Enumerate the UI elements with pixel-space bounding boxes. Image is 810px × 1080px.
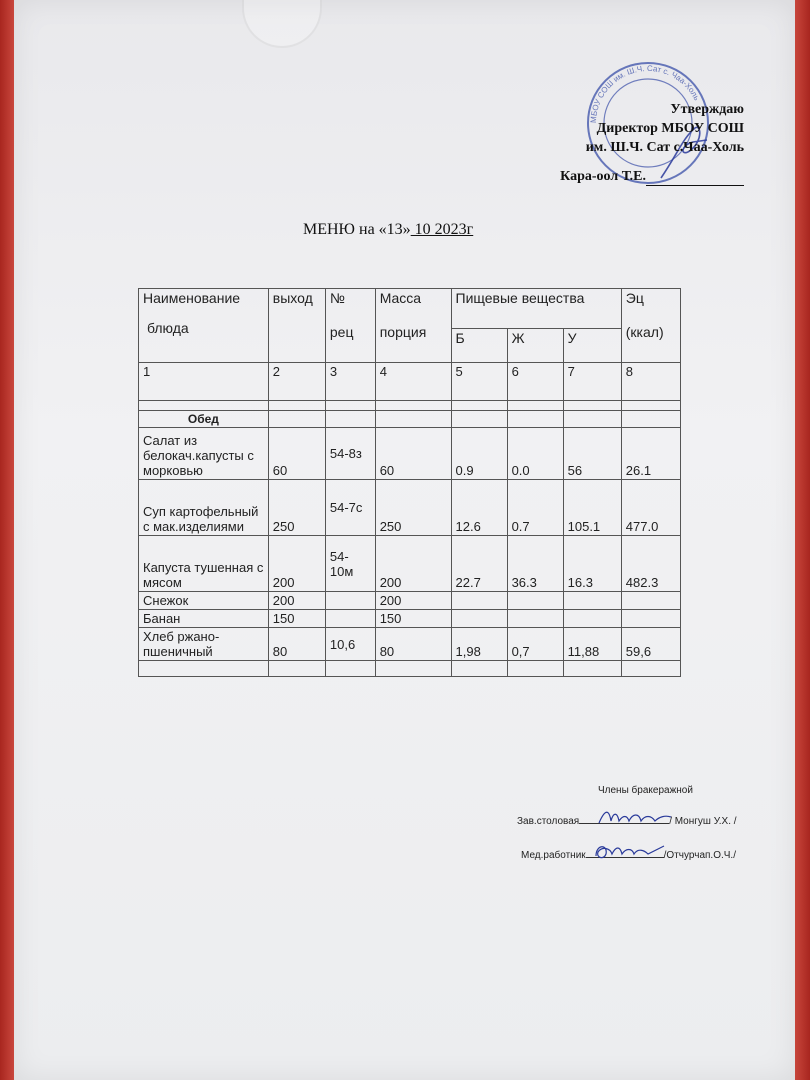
cell-kcal: 26.1 xyxy=(621,428,680,480)
zav-label: Зав.столовая xyxy=(517,816,580,827)
section-row xyxy=(139,411,681,428)
spacer-row xyxy=(139,401,681,411)
med-label: Мед.работник xyxy=(521,850,586,861)
table-row xyxy=(139,610,681,628)
cell-u xyxy=(563,610,621,628)
cell-zh xyxy=(507,592,563,610)
signature-line xyxy=(646,171,744,186)
cell-u: 56 xyxy=(563,428,621,480)
signature-zav xyxy=(595,805,675,829)
column-numbers-row xyxy=(139,363,681,401)
commission-title: Члены бракеражной xyxy=(598,785,693,796)
header-energy-bottom: (ккал) xyxy=(625,324,664,340)
cell-rec xyxy=(325,592,375,610)
cell-kcal: 482.3 xyxy=(621,536,680,592)
approval-line-3: им. Ш.Ч. Сат с.Чаа-Холь xyxy=(585,140,744,155)
zav-name: / Монгуш У.Х. / xyxy=(669,816,737,827)
cell-zh xyxy=(507,610,563,628)
col-num: 7 xyxy=(563,363,621,401)
cell-b: 1,98 xyxy=(451,628,507,661)
cell-mass: 250 xyxy=(375,480,451,536)
cell-rec: 54-10м xyxy=(325,536,375,592)
header-yield: выход xyxy=(268,289,325,363)
col-num: 1 xyxy=(139,363,269,401)
cell-u: 105.1 xyxy=(563,480,621,536)
cell-zh: 0,7 xyxy=(507,628,563,661)
section-obed: Обед xyxy=(139,411,269,428)
cell-mass: 60 xyxy=(375,428,451,480)
header-u: У xyxy=(563,329,621,363)
col-num: 5 xyxy=(451,363,507,401)
cell-name: Банан xyxy=(139,610,269,628)
cell-u: 11,88 xyxy=(563,628,621,661)
cell-kcal: 477.0 xyxy=(621,480,680,536)
header-energy xyxy=(621,289,680,363)
header-rec-bottom: рец xyxy=(329,324,354,340)
table-row xyxy=(139,480,681,536)
cell-name: Снежок xyxy=(139,592,269,610)
header-rec-top: № xyxy=(329,290,345,306)
header-mass xyxy=(375,289,451,363)
cell-b: 22.7 xyxy=(451,536,507,592)
cell-b: 0.9 xyxy=(451,428,507,480)
cell-yield: 60 xyxy=(268,428,325,480)
cell-rec: 54-7с xyxy=(325,480,375,536)
table-row xyxy=(139,628,681,661)
cell-name: Суп картофельный с мак.изделиями xyxy=(139,480,269,536)
cell-kcal xyxy=(621,592,680,610)
cell-b xyxy=(451,610,507,628)
cell-zh: 0.7 xyxy=(507,480,563,536)
table-row xyxy=(139,428,681,480)
cell-mass: 80 xyxy=(375,628,451,661)
cell-yield: 150 xyxy=(268,610,325,628)
cell-mass: 200 xyxy=(375,536,451,592)
cell-yield: 200 xyxy=(268,592,325,610)
cell-mass: 150 xyxy=(375,610,451,628)
table-row xyxy=(139,536,681,592)
signature-med xyxy=(590,838,670,864)
title-prefix: МЕНЮ на «13» xyxy=(303,221,411,238)
col-num: 8 xyxy=(621,363,680,401)
header-name-bottom: блюда xyxy=(147,320,189,336)
approval-line-2: Директор МБОУ СОШ xyxy=(596,121,744,136)
header-mass-bottom: порция xyxy=(379,324,427,340)
cell-b: 12.6 xyxy=(451,480,507,536)
cell-b xyxy=(451,592,507,610)
header-energy-top: Эц xyxy=(625,290,644,306)
approval-signer: Кара-оол Т.Е. xyxy=(560,169,646,184)
approval-line-1: Утверждаю xyxy=(670,102,744,117)
cell-mass: 200 xyxy=(375,592,451,610)
header-nutrients: Пищевые вещества xyxy=(451,289,621,329)
cell-rec: 10,6 xyxy=(325,628,375,661)
cell-kcal: 59,6 xyxy=(621,628,680,661)
cell-rec: 54-8з xyxy=(325,428,375,480)
header-name xyxy=(139,289,269,363)
cell-u: 16.3 xyxy=(563,536,621,592)
cell-yield: 250 xyxy=(268,480,325,536)
header-zh: Ж xyxy=(507,329,563,363)
table-row xyxy=(139,592,681,610)
sleeve-hole xyxy=(242,0,322,48)
header-name-top: Наименование xyxy=(143,290,241,306)
col-num: 4 xyxy=(375,363,451,401)
cell-name: Капуста тушенная с мясом xyxy=(139,536,269,592)
med-name: /Отчурчап.О.Ч./ xyxy=(663,850,736,861)
cell-name: Хлеб ржано-пшеничный xyxy=(139,628,269,661)
red-board-right xyxy=(794,0,810,1080)
header-mass-top: Масса xyxy=(379,290,422,306)
menu-table xyxy=(138,288,681,677)
cell-zh: 0.0 xyxy=(507,428,563,480)
col-num: 2 xyxy=(268,363,325,401)
page-title xyxy=(303,221,473,239)
cell-kcal xyxy=(621,610,680,628)
cell-yield: 80 xyxy=(268,628,325,661)
cell-rec xyxy=(325,610,375,628)
cell-zh: 36.3 xyxy=(507,536,563,592)
cell-u xyxy=(563,592,621,610)
title-date: 10 2023г xyxy=(410,221,474,238)
cell-yield: 200 xyxy=(268,536,325,592)
cell-name: Салат из белокач.капусты с морковью xyxy=(139,428,269,480)
header-rec xyxy=(325,289,375,363)
approval-block xyxy=(560,100,744,186)
red-board-left xyxy=(0,0,14,1080)
stamp-ring-text: МБОУ СОШ им. Ш.Ч. Сат с. Чаа-Холь xyxy=(588,63,702,124)
col-num: 6 xyxy=(507,363,563,401)
empty-row xyxy=(139,661,681,677)
header-b: Б xyxy=(451,329,507,363)
col-num: 3 xyxy=(325,363,375,401)
